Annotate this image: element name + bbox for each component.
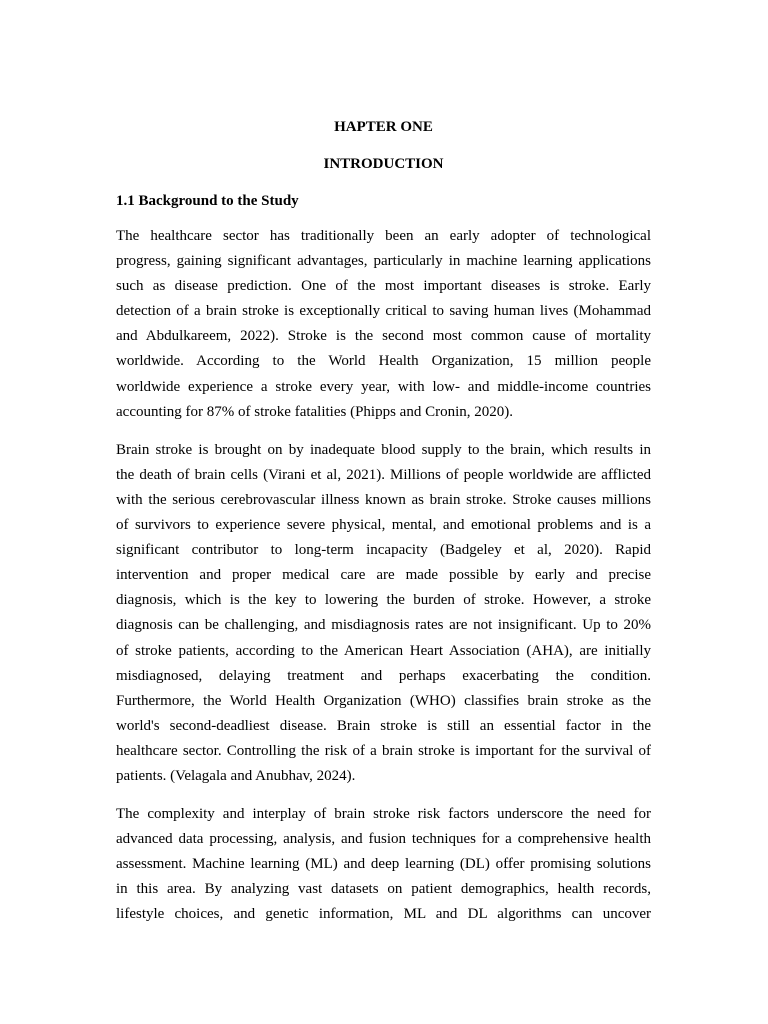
paragraph-line: accounting for 87% of stroke fatalities (Phipps and Cronin, 2020). — [116, 403, 514, 420]
paragraph-line: patients. (Velagala and Anubhav, 2024). — [116, 767, 356, 784]
paragraph-line: and Abdulkareem, 2022). Stroke is the second most common cause of mortality — [116, 328, 651, 345]
paragraph-line: lifestyle choices, and genetic information, ML and DL algorithms can uncover — [116, 906, 651, 923]
paragraph-line: Furthermore, the World Health Organization (WHO) classifies brain stroke as the — [116, 692, 651, 709]
paragraph-3 — [116, 802, 651, 927]
page-content — [116, 117, 651, 928]
paragraph-line: worldwide experience a stroke every year, with low- and middle-income countries — [116, 378, 651, 395]
paragraph-line: The healthcare sector has traditionally been an early adopter of technological — [116, 228, 651, 244]
paragraph-line: progress, gaining significant advantages, particularly in machine learning applications — [116, 253, 651, 270]
paragraph-1 — [116, 224, 651, 425]
section-heading: 1.1 Background to the Study — [116, 193, 299, 209]
paragraph-line: advanced data processing, analysis, and fusion techniques for a comprehensive health — [116, 831, 651, 848]
paragraph-line: diagnosis, which is the key to lowering the burden of stroke. However, a stroke — [116, 592, 651, 609]
paragraph-line: detection of a brain stroke is exceptionally critical to saving human lives (Mohammad — [116, 303, 651, 320]
paragraph-line: healthcare sector. Controlling the risk of a brain stroke is important for the survival of — [116, 742, 651, 759]
paragraph-line: of stroke patients, according to the American Heart Association (AHA), are initially — [116, 642, 651, 659]
paragraph-line: intervention and proper medical care are made possible by early and precise — [116, 567, 651, 584]
paragraph-line: in this area. By analyzing vast datasets on patient demographics, health records, — [116, 881, 651, 898]
paragraph-line: The complexity and interplay of brain stroke risk factors underscore the need for — [116, 806, 651, 823]
paragraph-line: the death of brain cells (Virani et al, 2021). Millions of people worldwide are afflicted — [116, 466, 651, 483]
paragraph-line: diagnosis can be challenging, and misdiagnosis rates are not insignificant. Up to 20% — [116, 617, 651, 634]
chapter-title: HAPTER ONE — [334, 119, 433, 135]
paragraph-line: such as disease prediction. One of the most important diseases is stroke. Early — [116, 278, 651, 295]
chapter-subtitle: INTRODUCTION — [323, 156, 444, 172]
paragraph-line: assessment. Machine learning (ML) and deep learning (DL) offer promising solutions — [116, 856, 651, 873]
paragraph-line: of survivors to experience severe physical, mental, and emotional problems and is a — [116, 517, 651, 534]
paragraph-line: with the serious cerebrovascular illness known as brain stroke. Stroke causes millions — [116, 491, 651, 508]
paragraph-line: Brain stroke is brought on by inadequate blood supply to the brain, which results in — [116, 441, 651, 458]
paragraph-2 — [116, 438, 651, 789]
paragraph-line: significant contributor to long-term incapacity (Badgeley et al, 2020). Rapid — [116, 542, 651, 559]
paragraph-line: misdiagnosed, delaying treatment and perhaps exacerbating the condition. — [116, 667, 651, 684]
paragraph-line: worldwide. According to the World Health Organization, 15 million people — [116, 353, 651, 370]
paragraph-line: world's second-deadliest disease. Brain stroke is still an essential factor in the — [116, 717, 651, 734]
